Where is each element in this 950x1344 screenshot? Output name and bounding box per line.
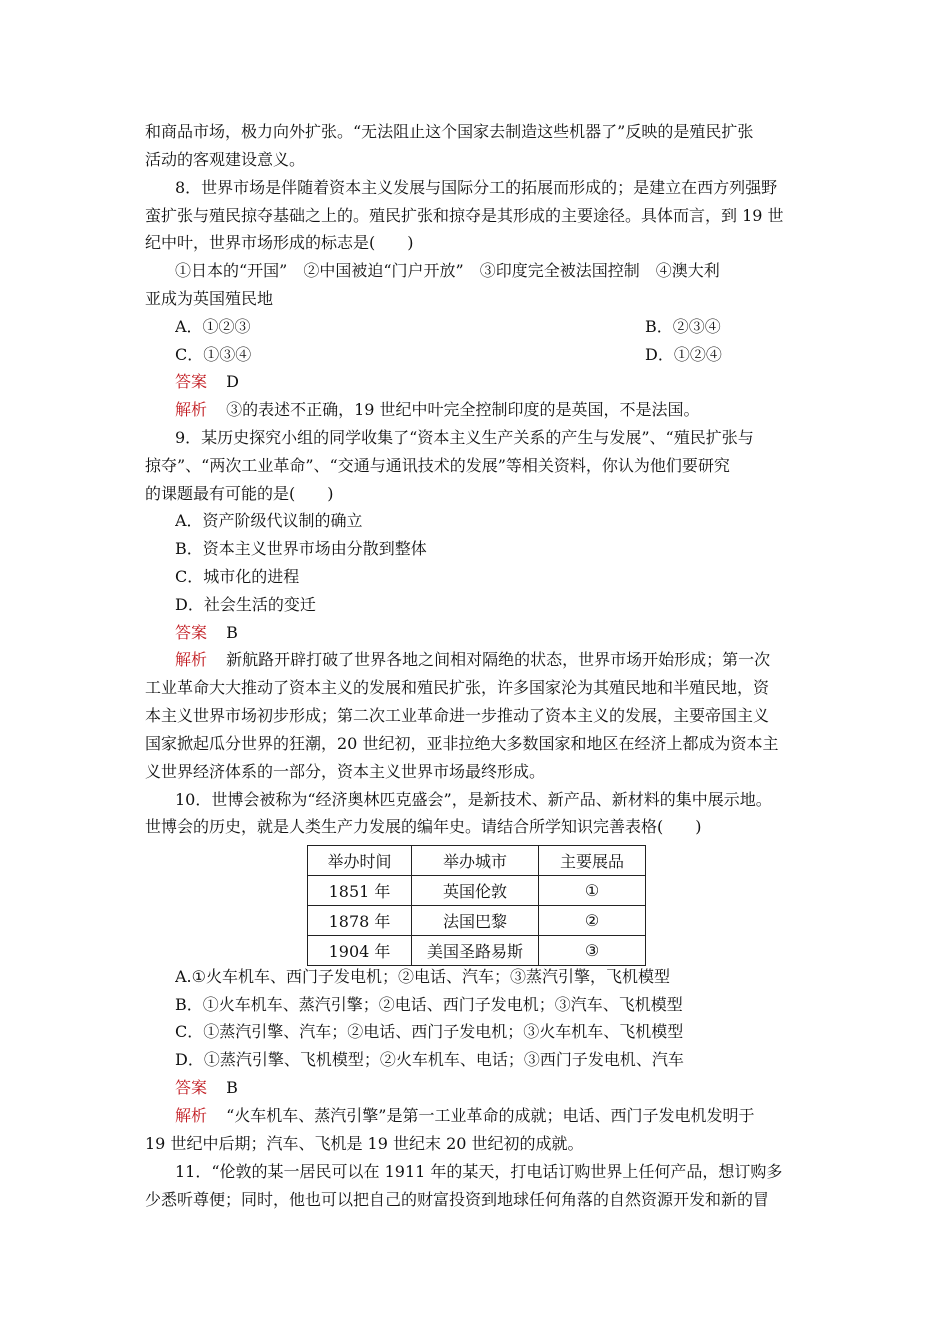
option-a: A．资产阶级代议制的确立 xyxy=(175,511,363,530)
option-b: B．②③④ xyxy=(645,317,721,336)
question-10-explanation xyxy=(175,1106,810,1126)
explanation-label: 解析 xyxy=(175,650,208,669)
explanation-label: 解析 xyxy=(175,1106,208,1125)
option-c: C．①③④ xyxy=(175,345,252,364)
question-11-stem: 少悉听尊便；同时，他也可以把自己的财富投资到地球任何角落的自然资源开发和新的冒 xyxy=(145,1190,770,1209)
expo-table xyxy=(307,845,646,966)
table-cell: 1878 年 xyxy=(308,906,412,936)
question-10-stem: 10．世博会被称为“经济奥林匹克盛会”，是新技术、新产品、新材料的集中展示地。 xyxy=(175,790,772,809)
question-9-answer xyxy=(175,623,810,643)
question-8-stem: 蛮扩张与殖民掠夺基础之上的。殖民扩张和掠夺是其形成的主要途径。具体而言，到 19 世 xyxy=(145,206,784,225)
question-8-stem: 纪中叶，世界市场形成的标志是( ) xyxy=(145,233,414,252)
table-row xyxy=(308,876,646,906)
option-a: A.①火车机车、西门子发电机；②电话、汽车；③蒸汽引擎，飞机模型 xyxy=(175,967,670,986)
question-8-items: ①日本的“开国” ②中国被迫“门户开放” ③印度完全被法国控制 ④澳大利 xyxy=(175,261,720,280)
answer-value: B xyxy=(226,623,238,642)
table-header-row xyxy=(308,846,646,876)
question-11-stem: 11．“伦敦的某一居民可以在 1911 年的某天，打电话订购世界上任何产品，想订购多 xyxy=(175,1162,783,1181)
table-row xyxy=(308,936,646,966)
explanation-text: 国家掀起瓜分世界的狂潮，20 世纪初，亚非拉绝大多数国家和地区在经济上都成为资本主 xyxy=(145,734,779,753)
table-header: 举办城市 xyxy=(412,846,539,876)
question-9-explanation xyxy=(175,650,810,670)
table-cell: 美国圣路易斯 xyxy=(412,936,539,966)
table-cell: 法国巴黎 xyxy=(412,906,539,936)
option-c: C．①蒸汽引擎、汽车；②电话、西门子发电机；③火车机车、飞机模型 xyxy=(175,1022,684,1041)
answer-value: D xyxy=(226,372,239,391)
explanation-text: 义世界经济体系的一部分，资本主义世界市场最终形成。 xyxy=(145,762,546,781)
explanation-text: “火车机车、蒸汽引擎”是第一工业革命的成就；电话、西门子发电机发明于 xyxy=(226,1106,755,1125)
option-b: B．资本主义世界市场由分散到整体 xyxy=(175,539,427,558)
table-row xyxy=(308,906,646,936)
option-b: B．①火车机车、蒸汽引擎；②电话、西门子发电机；③汽车、飞机模型 xyxy=(175,995,683,1014)
explanation-text: 本主义世界市场初步形成；第二次工业革命进一步推动了资本主义的发展，主要帝国主义 xyxy=(145,706,770,725)
paragraph-line: 活动的客观建设意义。 xyxy=(145,150,306,169)
answer-value: B xyxy=(226,1078,238,1097)
table-header: 举办时间 xyxy=(308,846,412,876)
paragraph-line: 和商品市场，极力向外扩张。“无法阻止这个国家去制造这些机器了”反映的是殖民扩张 xyxy=(145,122,754,141)
option-a: A．①②③ xyxy=(175,317,251,336)
table-cell: 英国伦敦 xyxy=(412,876,539,906)
question-8-explanation xyxy=(175,400,810,420)
table-cell: 1851 年 xyxy=(308,876,412,906)
explanation-label: 解析 xyxy=(175,400,208,419)
question-8-items: 亚成为英国殖民地 xyxy=(145,289,274,308)
answer-label: 答案 xyxy=(175,372,208,391)
answer-label: 答案 xyxy=(175,1078,208,1097)
question-9-stem: 的课题最有可能的是( ) xyxy=(145,484,334,503)
option-d: D．①②④ xyxy=(645,345,722,364)
explanation-text: 19 世纪中后期；汽车、飞机是 19 世纪末 20 世纪初的成就。 xyxy=(145,1134,584,1153)
answer-label: 答案 xyxy=(175,623,208,642)
question-10-answer xyxy=(175,1078,810,1098)
explanation-text: 新航路开辟打破了世界各地之间相对隔绝的状态，世界市场开始形成；第一次 xyxy=(226,650,771,669)
table-header: 主要展品 xyxy=(539,846,646,876)
option-d: D．①蒸汽引擎、飞机模型；②火车机车、电话；③西门子发电机、汽车 xyxy=(175,1050,684,1069)
question-9-stem: 9．某历史探究小组的同学收集了“资本主义生产关系的产生与发展”、“殖民扩张与 xyxy=(175,428,754,447)
question-10-stem: 世博会的历史，就是人类生产力发展的编年史。请结合所学知识完善表格( ) xyxy=(145,817,702,836)
table-cell: 1904 年 xyxy=(308,936,412,966)
table-cell: ③ xyxy=(539,936,646,966)
question-9-stem: 掠夺”、“两次工业革命”、“交通与通讯技术的发展”等相关资料，你认为他们要研究 xyxy=(145,456,730,475)
explanation-text: 工业革命大大推动了资本主义的发展和殖民扩张，许多国家沦为其殖民地和半殖民地，资 xyxy=(145,678,770,697)
table-cell: ② xyxy=(539,906,646,936)
option-c: C．城市化的进程 xyxy=(175,567,300,586)
explanation-text: ③的表述不正确，19 世纪中叶完全控制印度的是英国，不是法国。 xyxy=(226,400,700,419)
question-8-answer xyxy=(175,372,810,392)
question-8-stem: 8．世界市场是伴随着资本主义发展与国际分工的拓展而形成的；是建立在西方列强野 xyxy=(175,178,778,197)
table-cell: ① xyxy=(539,876,646,906)
option-d: D．社会生活的变迁 xyxy=(175,595,316,614)
